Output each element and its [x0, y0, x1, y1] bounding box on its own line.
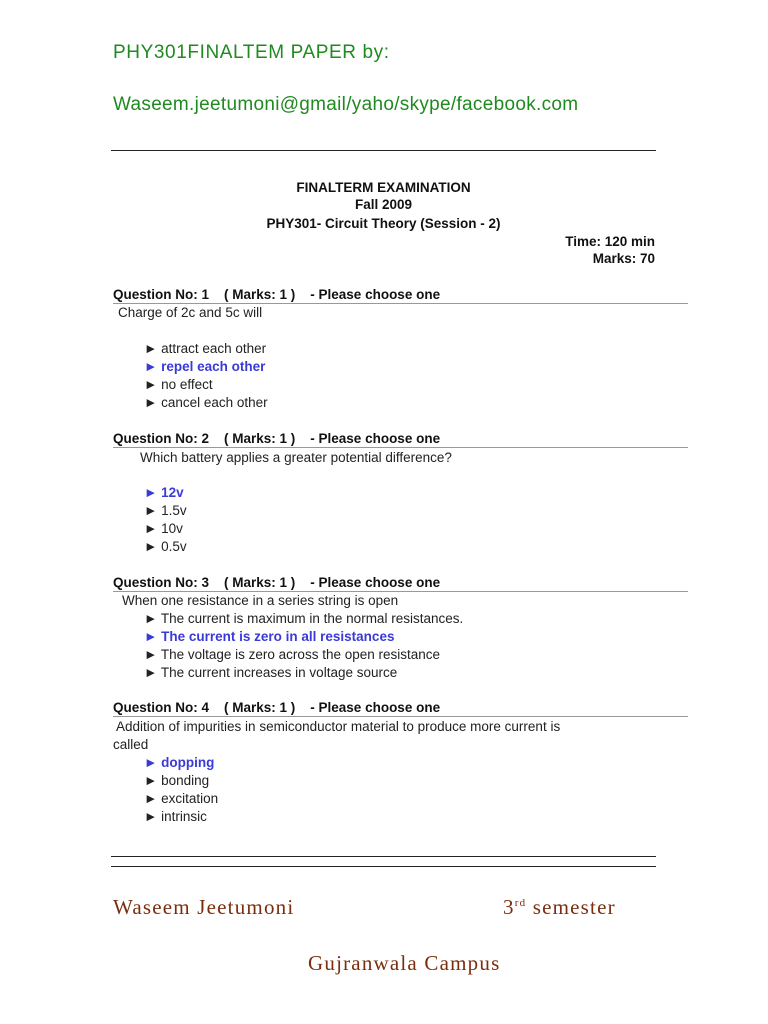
semester-number: 3: [503, 895, 515, 919]
bottom-divider-1: [111, 856, 656, 857]
question-4-option-1-correct[interactable]: ► dopping: [144, 755, 215, 770]
question-3-text: When one resistance in a series string is open: [122, 593, 399, 608]
question-2-header: Question No: 2 ( Marks: 1 ) - Please choose one: [113, 431, 688, 448]
question-2-option-4[interactable]: ► 0.5v: [144, 539, 187, 554]
exam-course: PHY301- Circuit Theory (Session - 2): [266, 216, 501, 231]
question-1-option-4[interactable]: ► cancel each other: [144, 395, 268, 410]
exam-title: FINALTERM EXAMINATION: [296, 180, 471, 195]
question-3-header: Question No: 3 ( Marks: 1 ) - Please choose one: [113, 575, 688, 592]
question-3-option-1[interactable]: ► The current is maximum in the normal resistances.: [144, 611, 464, 626]
exam-term: Fall 2009: [354, 197, 413, 212]
question-1-header: Question No: 1 ( Marks: 1 ) - Please choose one: [113, 287, 688, 304]
question-4-option-3[interactable]: ► excitation: [144, 791, 219, 806]
question-1-option-1[interactable]: ► attract each other: [144, 341, 267, 356]
question-4-text-line-1: Addition of impurities in semiconductor material to produce more current is: [116, 719, 561, 734]
question-4-option-4[interactable]: ► intrinsic: [144, 809, 207, 824]
exam-marks: Marks: 70: [592, 251, 655, 266]
semester-label: [503, 895, 616, 920]
question-1-text: Charge of 2c and 5c will: [118, 305, 263, 320]
question-1-option-2-correct[interactable]: ► repel each other: [144, 359, 266, 374]
contact-line: Waseem.jeetumoni@gmail/yaho/skype/facebook.com: [113, 94, 579, 115]
semester-word: semester: [526, 895, 616, 919]
campus-name: Gujranwala Campus: [308, 951, 501, 975]
paper-title: PHY301FINALTEM PAPER by:: [113, 42, 390, 63]
question-3-option-4[interactable]: ► The current increases in voltage source: [144, 665, 398, 680]
bottom-divider-2: [111, 866, 656, 867]
question-2-option-3[interactable]: ► 10v: [144, 521, 183, 536]
exam-time: Time: 120 min: [565, 234, 655, 249]
question-3-option-3[interactable]: ► The voltage is zero across the open resistance: [144, 647, 441, 662]
question-4-header: Question No: 4 ( Marks: 1 ) - Please choose one: [113, 700, 688, 717]
question-2-option-1-correct[interactable]: ► 12v: [144, 485, 184, 500]
top-divider: [111, 150, 656, 151]
author-name: Waseem Jeetumoni: [113, 895, 295, 919]
question-2-option-2[interactable]: ► 1.5v: [144, 503, 187, 518]
question-4-text-line-2: called: [113, 737, 149, 752]
question-4-option-2[interactable]: ► bonding: [144, 773, 210, 788]
question-3-option-2-correct[interactable]: ► The current is zero in all resistances: [144, 629, 395, 644]
semester-suffix: rd: [514, 897, 527, 909]
question-1-option-3[interactable]: ► no effect: [144, 377, 213, 392]
question-2-text: Which battery applies a greater potential difference?: [140, 450, 452, 465]
